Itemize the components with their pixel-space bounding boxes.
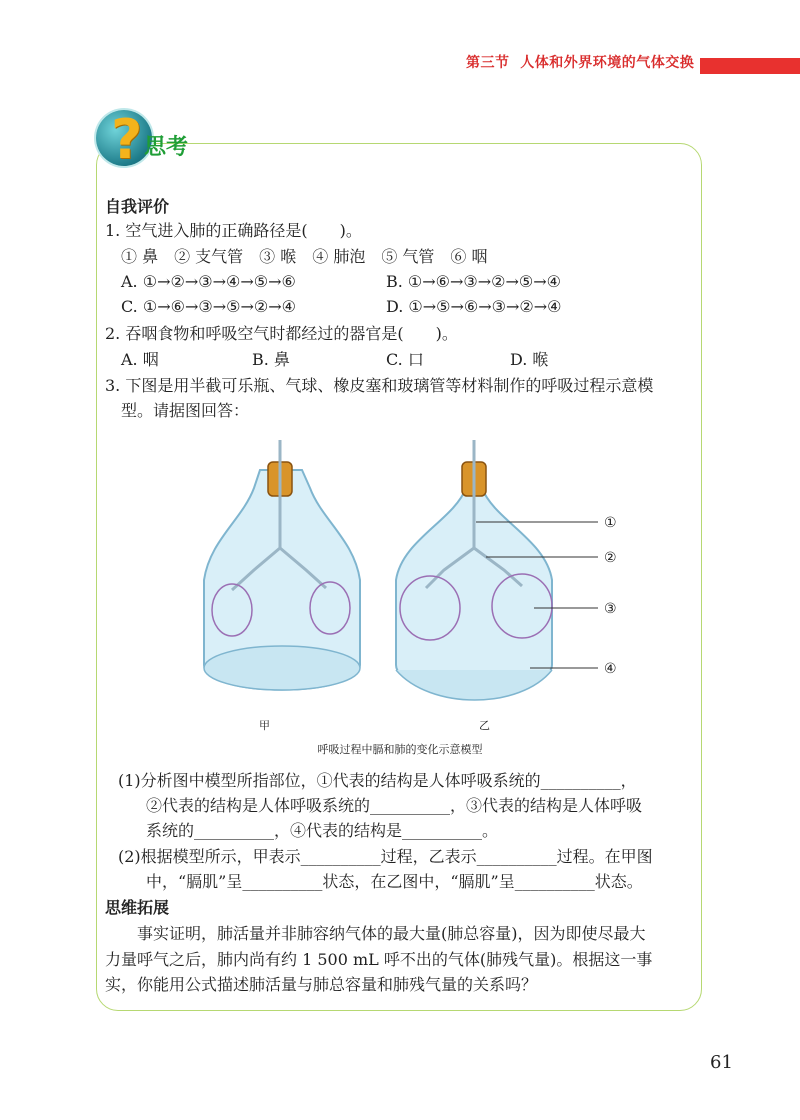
q2-option-b: B. 鼻 — [252, 350, 290, 369]
q2-option-d: D. 喉 — [510, 350, 549, 369]
label-yi: 乙 — [479, 719, 490, 732]
bottle-jia — [204, 440, 360, 690]
callout-3: ③ — [604, 601, 617, 617]
q1-option-d: D. ①→⑤→⑥→③→②→④ — [386, 297, 562, 316]
bottle-yi — [396, 440, 552, 700]
q3-stem-line2: 型。请据图回答： — [121, 401, 250, 420]
q3-sub2-line1: (2)根据模型所示，甲表示__________过程，乙表示__________过程。在甲图 — [118, 847, 653, 866]
callout-4: ④ — [604, 661, 617, 677]
q1-items: ① 鼻 ② 支气管 ③ 喉 ④ 肺泡 ⑤ 气管 ⑥ 咽 — [121, 247, 488, 266]
q3-sub1-line2: ②代表的结构是人体呼吸系统的__________，③代表的结构是人体呼吸 — [146, 796, 643, 815]
q1-option-a: A. ①→②→③→④→⑤→⑥ — [121, 272, 296, 291]
q3-sub1-line3: 系统的__________，④代表的结构是__________。 — [146, 821, 499, 840]
think-title: 思考 — [144, 135, 189, 160]
extension-heading: 思维拓展 — [105, 898, 170, 917]
q2-option-c: C. 口 — [386, 350, 424, 369]
q1-option-b: B. ①→⑥→③→②→⑤→④ — [386, 272, 562, 291]
extension-line1: 事实证明，肺活量并非肺容纳气体的最大量(肺总容量)，因为即使尽最大 — [137, 924, 646, 943]
extension-line2: 力量呼气之后，肺内尚有约 1 500 mL 呼不出的气体(肺残气量)。根据这一事 — [105, 950, 653, 969]
figure-caption: 呼吸过程中膈和肺的变化示意模型 — [317, 743, 483, 756]
label-jia: 甲 — [259, 719, 270, 732]
q3-sub2-line2: 中，“膈肌”呈__________状态，在乙图中，“膈肌”呈__________状态。 — [146, 872, 643, 891]
q1-stem: 1. 空气进入肺的正确路径是( )。 — [105, 221, 362, 240]
q2-option-a: A. 咽 — [121, 350, 159, 369]
page-number: 61 — [710, 1052, 733, 1073]
extension-line3: 实，你能用公式描述肺活量与肺总容量和肺残气量的关系吗？ — [105, 975, 538, 994]
breathing-model-figure — [190, 430, 630, 730]
self-eval-heading: 自我评价 — [105, 197, 170, 216]
question-mark-icon: ? — [111, 108, 143, 171]
q3-sub1-line1: (1)分析图中模型所指部位，①代表的结构是人体呼吸系统的__________， — [118, 771, 637, 790]
callout-1: ① — [604, 515, 617, 531]
q2-stem: 2. 吞咽食物和呼吸空气时都经过的器官是( )。 — [105, 324, 458, 343]
q3-stem-line1: 3. 下图是用半截可乐瓶、气球、橡皮塞和玻璃管等材料制作的呼吸过程示意模 — [105, 376, 654, 395]
section-title: 第三节 人体和外界环境的气体交换 — [466, 55, 695, 71]
q1-option-c: C. ①→⑥→③→⑤→②→④ — [121, 297, 296, 316]
callout-2: ② — [604, 550, 617, 566]
